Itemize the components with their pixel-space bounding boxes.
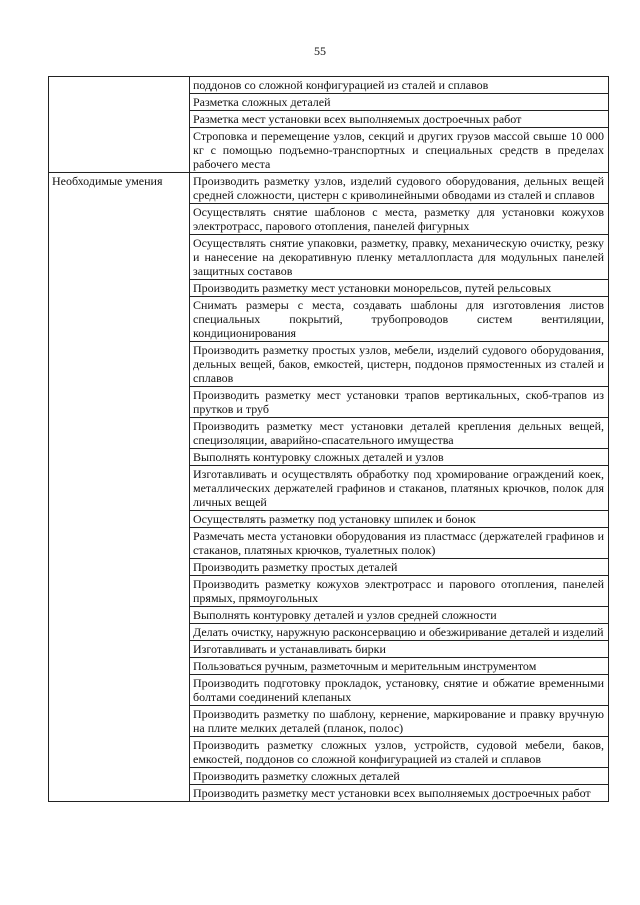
section-label-cell: Необходимые умения (49, 173, 190, 802)
requirement-cell: Размечать места установки оборудования из пластмасс (держателей графинов и стаканов, платяных крючков, туалетных полок) (190, 528, 609, 559)
requirement-cell: Производить разметку мест установки монорельсов, путей рельсовых (190, 280, 609, 297)
requirement-cell: Производить разметку узлов, изделий судового оборудования, дельных вещей средней сложности, цистерн с криволинейными обводами из сталей и сплавов (190, 173, 609, 204)
table-row (49, 77, 609, 94)
requirement-cell: поддонов со сложной конфигурацией из сталей и сплавов (190, 77, 609, 94)
page-number: 55 (314, 44, 326, 58)
requirement-cell: Производить разметку мест установки всех выполняемых достроечных работ (190, 785, 609, 802)
requirement-cell: Осуществлять снятие шаблонов с места, разметку для установки кожухов электротрасс, парового отопления, панелей фигурных (190, 204, 609, 235)
section-label-cell (49, 77, 190, 173)
requirement-cell: Производить разметку по шаблону, кернение, маркирование и правку вручную на плите мелких деталей (планок, полос) (190, 706, 609, 737)
requirement-cell: Выполнять контуровку сложных деталей и узлов (190, 449, 609, 466)
requirement-cell: Производить разметку мест установки деталей крепления дельных вещей, специзоляции, аварийно-спасательного имущества (190, 418, 609, 449)
requirement-cell: Снимать размеры с места, создавать шаблоны для изготовления листов специальных покрытий, трубопроводов систем вентиляции, кондиционирования (190, 297, 609, 342)
requirement-cell: Разметка мест установки всех выполняемых достроечных работ (190, 111, 609, 128)
requirement-cell: Разметка сложных деталей (190, 94, 609, 111)
requirement-cell: Пользоваться ручным, разметочным и мерительным инструментом (190, 658, 609, 675)
requirement-cell: Изготавливать и осуществлять обработку под хромирование ограждений коек, металлических держателей графинов и стаканов, платяных крючков, полок для личных вещей (190, 466, 609, 511)
requirement-cell: Осуществлять разметку под установку шпилек и бонок (190, 511, 609, 528)
requirement-cell: Строповка и перемещение узлов, секций и других грузов массой свыше 10 000 кг с помощью подъемно-транспортных и специальных средств в пределах рабочего места (190, 128, 609, 173)
table-row (49, 173, 609, 204)
requirement-cell: Производить разметку простых деталей (190, 559, 609, 576)
requirement-cell: Производить разметку мест установки трапов вертикальных, скоб-трапов из прутков и труб (190, 387, 609, 418)
requirement-cell: Производить разметку простых узлов, мебели, изделий судового оборудования, дельных вещей, баков, емкостей, цистерн, поддонов прямостенных из сталей и сплавов (190, 342, 609, 387)
table-body (49, 77, 609, 802)
requirement-cell: Производить разметку сложных деталей (190, 768, 609, 785)
requirement-cell: Производить разметку кожухов электротрасс и парового отопления, панелей прямых, прямоугольных (190, 576, 609, 607)
requirement-cell: Делать очистку, наружную расконсервацию и обезжиривание деталей и изделий (190, 624, 609, 641)
requirement-cell: Выполнять контуровку деталей и узлов средней сложности (190, 607, 609, 624)
requirements-table (48, 76, 609, 802)
requirement-cell: Изготавливать и устанавливать бирки (190, 641, 609, 658)
requirement-cell: Производить подготовку прокладок, установку, снятие и обжатие временными болтами соединений клепаных (190, 675, 609, 706)
requirement-cell: Производить разметку сложных узлов, устройств, судовой мебели, баков, емкостей, поддонов со сложной конфигурацией из сталей и сплавов (190, 737, 609, 768)
requirement-cell: Осуществлять снятие упаковки, разметку, правку, механическую очистку, резку и нанесение на декоративную пленку металлопласта для модульных панелей защитных составов (190, 235, 609, 280)
